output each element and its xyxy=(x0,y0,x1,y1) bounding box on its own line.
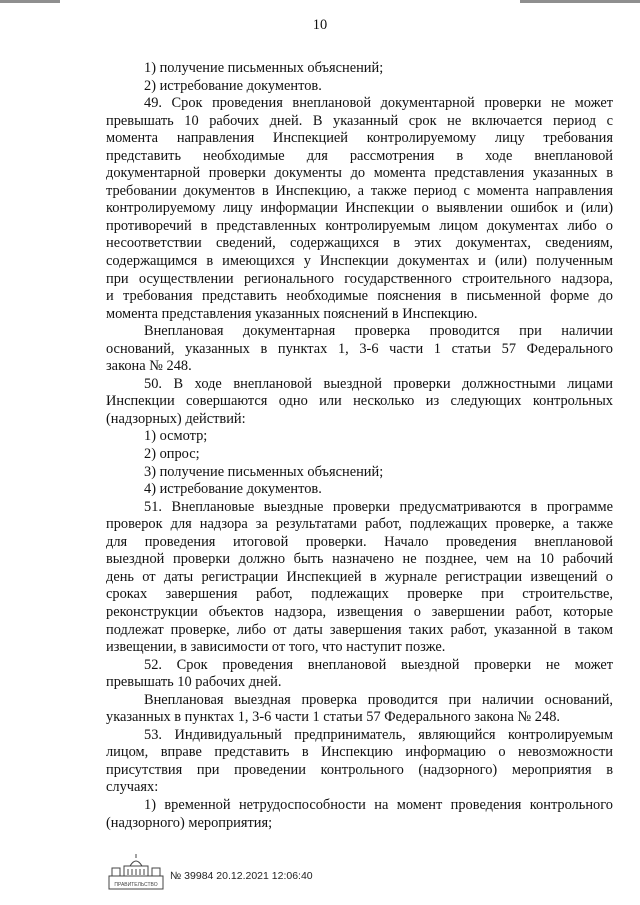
text-line: присутствия при проведении контрольного (надзорного) мероприятия в xyxy=(106,761,613,778)
text-line: 4) истребование документов. xyxy=(144,481,322,498)
text-line: 49. Срок проведения внеплановой документарной проверки не может xyxy=(144,95,613,112)
scan-edge-right xyxy=(520,0,640,3)
text-line: 53. Индивидуальный предприниматель, являющийся контролируемым xyxy=(144,726,613,743)
text-line: 50. В ходе внеплановой выездной проверки должностными лицами xyxy=(144,375,613,392)
text-line: извещении, в зависимости от того, что наступит позже. xyxy=(106,639,446,656)
text-line: 52. Срок проведения внеплановой выездной проверки не может xyxy=(144,656,613,673)
text-line: Инспекции совершаются одно или несколько из следующих контрольных xyxy=(106,393,613,410)
text-line: указанных в пунктах 1, 3-6 части 1 статьи 57 Федерального закона № 248. xyxy=(106,709,560,726)
text-line: оснований, указанных в пунктах 1, 3-6 части 1 статьи 57 Федерального xyxy=(106,340,613,357)
text-line: несоответствии сведений, содержащихся в этих документах, сведениям, xyxy=(106,235,613,252)
text-line: Внеплановая документарная проверка проводится при наличии xyxy=(144,323,613,340)
text-line: день от даты регистрации Инспекцией в журнале регистрации извещений о xyxy=(106,568,613,585)
text-line: 51. Внеплановые выездные проверки предусматриваются в программе xyxy=(144,498,613,515)
text-line: 1) временной нетрудоспособности на момент проведения контрольного xyxy=(144,796,613,813)
text-line: проверок для надзора за результатами работ, подлежащих проверке, а также xyxy=(106,516,613,533)
text-line: 2) истребование документов. xyxy=(144,77,322,94)
text-line: документарной проверки документы до момента представления указанных в xyxy=(106,165,613,182)
text-line: требовании документов в Инспекцию, а также период с момента направления xyxy=(106,182,613,199)
text-line: (надзорного) мероприятия; xyxy=(106,814,273,831)
text-line: и требования представить необходимые пояснения в письменной форме до xyxy=(106,288,613,305)
text-line: 1) осмотр; xyxy=(144,428,208,445)
government-stamp-icon xyxy=(108,852,164,890)
registration-stamp: № 39984 20.12.2021 12:06:40 xyxy=(170,870,313,882)
scan-edge-left xyxy=(0,0,60,3)
page-number: 10 xyxy=(312,17,328,33)
stamp-caption: ПРАВИТЕЛЬСТВО xyxy=(114,882,158,888)
text-line: момента представления указанных пояснений в Инспекцию. xyxy=(106,305,478,322)
body-text xyxy=(106,60,613,832)
text-line: подлежат проверке, либо от даты завершения таких работ, указанной в таком xyxy=(106,621,613,638)
text-line: сроках завершения работ, подлежащих проверке при строительстве, xyxy=(106,586,613,603)
text-line: представить необходимые для рассмотрения в ходе внеплановой xyxy=(106,147,613,164)
text-line: 3) получение письменных объяснений; xyxy=(144,463,384,480)
text-line: случаях: xyxy=(106,779,159,796)
text-line: контролируемому лицу информации Инспекции о выявлении ошибок и (или) xyxy=(106,200,613,217)
text-line: 2) опрос; xyxy=(144,446,200,463)
text-line: (надзорных) действий: xyxy=(106,410,246,427)
text-line: превышать 10 рабочих дней. xyxy=(106,674,282,691)
text-line: закона № 248. xyxy=(106,358,192,375)
text-line: при осуществлении регионального государственного строительного надзора, xyxy=(106,270,613,287)
text-line: содержащимся в имеющихся у Инспекции документах и (или) полученным xyxy=(106,253,613,270)
text-line: момента направления Инспекцией контролируемому лицу требования xyxy=(106,130,613,147)
text-line: противоречий в представленных контролируемым лицом документах либо о xyxy=(106,217,613,234)
text-line: превышать 10 рабочих дней. В указанный срок не включается период с xyxy=(106,112,613,129)
text-line: реконструкции объектов надзора, извещения о завершении работ, которые xyxy=(106,603,613,620)
text-line: 1) получение письменных объяснений; xyxy=(144,60,384,76)
text-line: выездной проверки должно быть назначено не позднее, чем на 10 рабочий xyxy=(106,551,613,568)
text-line: Внеплановая выездная проверка проводится при наличии оснований, xyxy=(144,691,613,708)
text-line: для проведения итоговой проверки. Начало проведения внеплановой xyxy=(106,533,613,550)
text-line: лицом, вправе представить в Инспекцию информацию о невозможности xyxy=(106,744,613,761)
